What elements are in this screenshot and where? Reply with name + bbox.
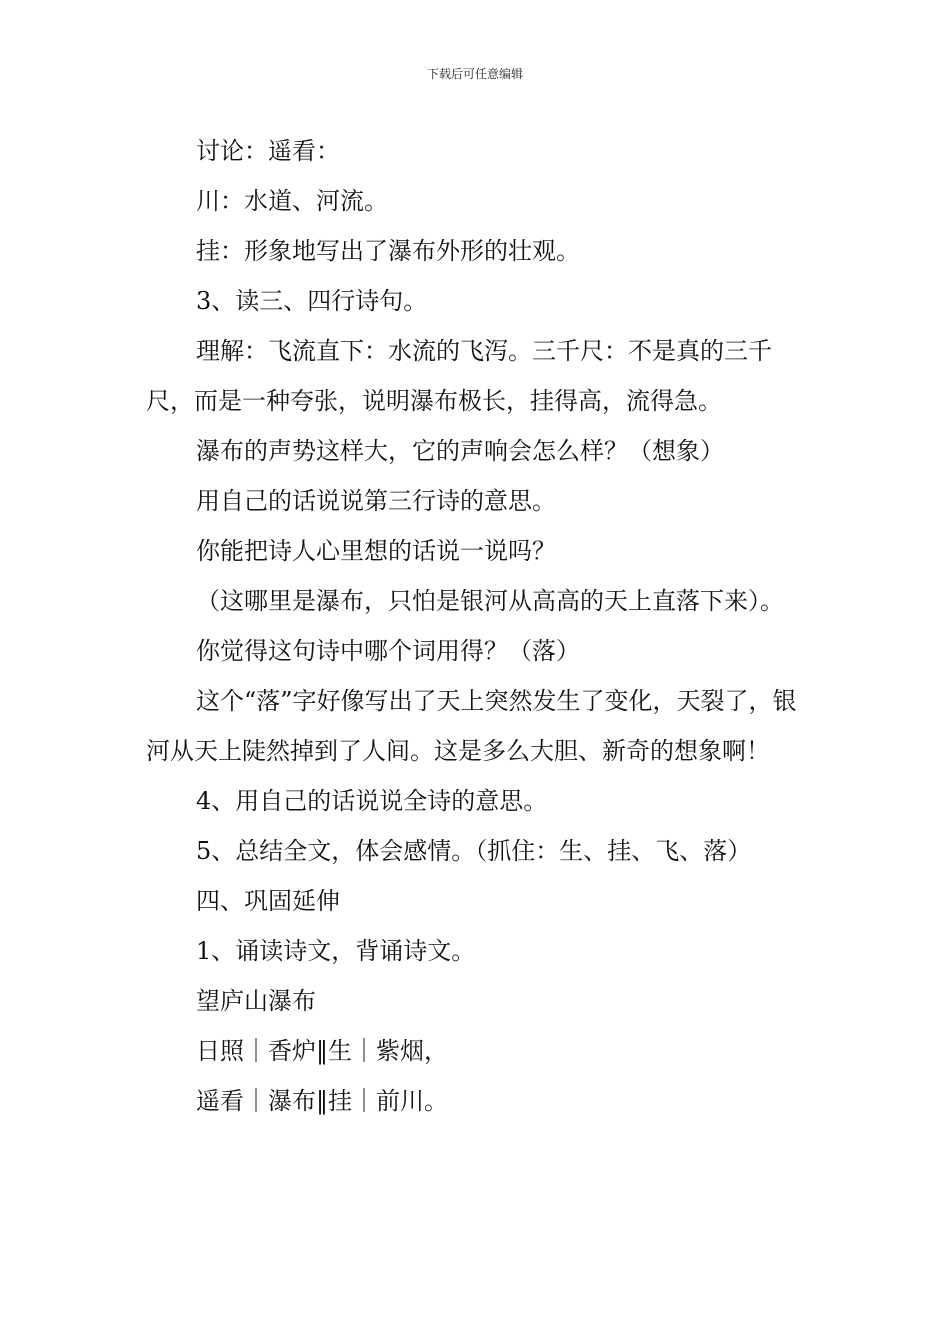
paragraph-step-5: 5、总结全文，体会感情。（抓住：生、挂、飞、落）	[196, 837, 752, 865]
paragraph-milky-way: （这哪里是瀑布，只怕是银河从高高的天上直落下来）。	[196, 587, 784, 615]
paragraph-chuan: 川：水道、河流。	[196, 187, 388, 215]
page-header: 下载后可任意编辑	[426, 67, 523, 81]
paragraph-gua: 挂：形象地写出了瀑布外形的壮观。	[196, 237, 580, 265]
paragraph-poet-thoughts: 你能把诗人心里想的话说一说吗？	[196, 537, 556, 565]
document-body	[146, 126, 810, 1126]
paragraph-own-words-line3: 用自己的话说说第三行诗的意思。	[196, 487, 556, 515]
paragraph-understanding: 理解：飞流直下：水流的飞泻。三千尺：不是真的三千尺，而是一种夸张，说明瀑布极长，挂得高，流得急。	[146, 337, 772, 415]
section-heading-consolidate: 四、巩固延伸	[196, 887, 340, 915]
poem-line-2: 遥看｜瀑布‖挂｜前川。	[196, 1087, 448, 1115]
paragraph-luo-analysis: 这个“落”字好像写出了天上突然发生了变化，天裂了，银河从天上陡然掉到了人间。这是多么大胆、新奇的想象啊！	[146, 687, 797, 765]
paragraph-recite: 1、诵读诗文，背诵诗文。	[196, 937, 476, 965]
paragraph-sound-question: 瀑布的声势这样大，它的声响会怎么样？（想象）	[196, 437, 724, 465]
poem-line-1: 日照｜香炉‖生｜紫烟，	[196, 1037, 448, 1065]
paragraph-word-question: 你觉得这句诗中哪个词用得？（落）	[196, 637, 580, 665]
poem-title: 望庐山瀑布	[196, 987, 316, 1015]
paragraph-step-3: 3、读三、四行诗句。	[196, 287, 428, 315]
paragraph-step-4: 4、用自己的话说说全诗的意思。	[196, 787, 548, 815]
paragraph-discussion: 讨论：遥看：	[196, 137, 340, 165]
